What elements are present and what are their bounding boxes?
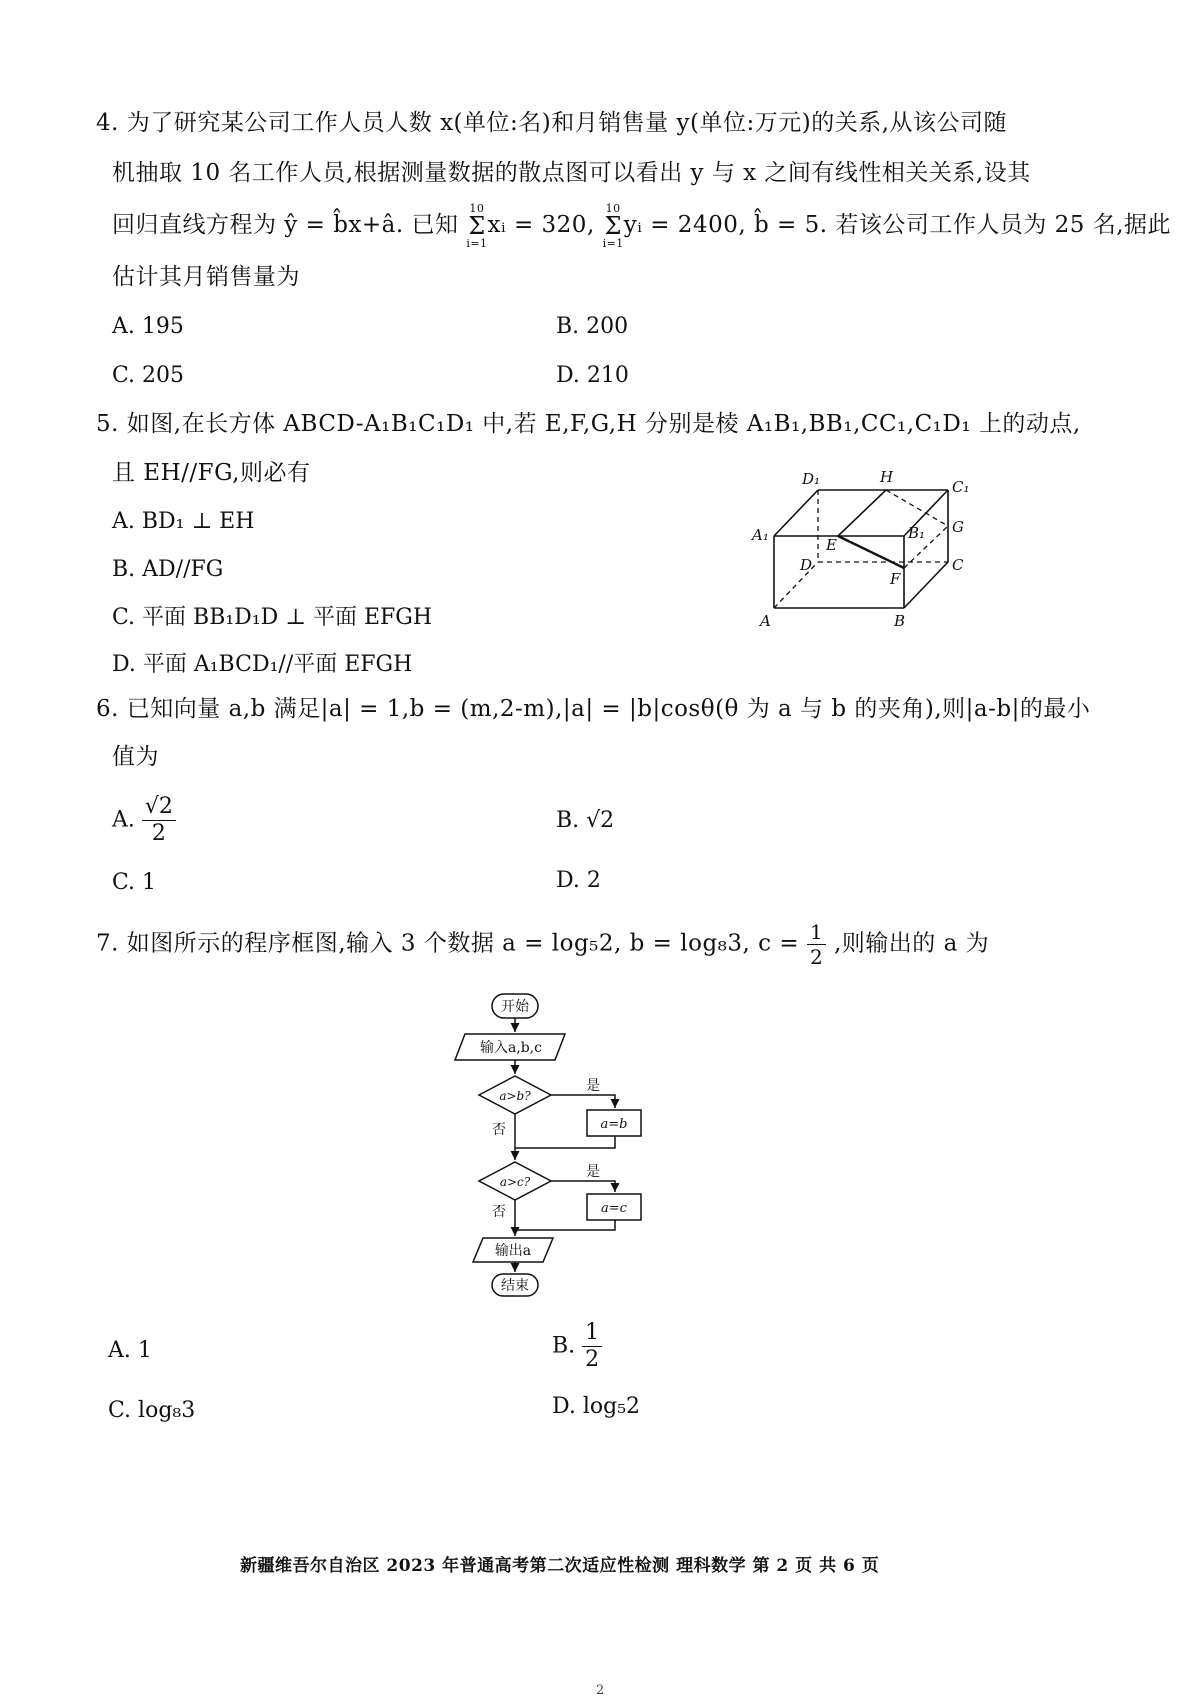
q4-option-a: A. 195 <box>112 314 184 339</box>
yes-1-label: 是 <box>586 1078 600 1094</box>
sum-upper-limit: 10 <box>469 202 485 215</box>
q7-text-a: 7. 如图所示的程序框图,输入 3 个数据 a = log₅2, b = log₈3, c = <box>96 930 800 957</box>
end-label: 结束 <box>501 1278 529 1294</box>
q7-line <box>96 922 989 967</box>
label-f: F <box>890 570 901 588</box>
q6-option-a-fraction <box>142 796 176 845</box>
q7-option-c: C. log₈3 <box>108 1398 196 1423</box>
q6-option-a-prefix: A. <box>112 807 135 833</box>
fraction-numerator: 1 <box>582 1322 602 1347</box>
arrow-merge-1 <box>515 1136 615 1148</box>
label-b: B <box>894 612 906 630</box>
sum-lower-limit: i=1 <box>466 237 488 250</box>
segment-eh <box>838 490 886 536</box>
q4-option-d: D. 210 <box>556 363 629 388</box>
q7-option-d: D. log₅2 <box>552 1394 641 1419</box>
q6-option-a <box>112 796 176 845</box>
edge-bc <box>904 562 948 608</box>
cuboid-figure <box>740 460 990 640</box>
label-c1: C₁ <box>952 478 970 496</box>
q5-option-c: C. 平面 BB₁D₁D ⊥ 平面 EFGH <box>112 605 433 630</box>
hidden-segment-hg <box>886 490 948 526</box>
arrow-merge-2 <box>515 1220 615 1230</box>
arrow-yes-2 <box>551 1181 615 1192</box>
q4-option-b: B. 200 <box>556 314 629 339</box>
q4-y-sum-value: yᵢ = 2400, b̂ = 5. 若该公司工作人员为 25 名,据此 <box>623 212 1172 238</box>
sigma-symbol: Σ <box>468 212 486 240</box>
q5-line2: 且 EH//FG,则必有 <box>112 460 311 486</box>
q6-line1: 6. 已知向量 a,b 满足|a| = 1,b = (m,2-m),|a| = |b|cosθ(θ 为 a 与 b 的夹角),则|a-b|的最小 <box>96 696 1091 722</box>
page-footer: 新疆维吾尔自治区 2023 年普通高考第二次适应性检测 理科数学 第 2 页 共 6 页 <box>240 1556 880 1576</box>
q4-sum-y <box>603 203 624 249</box>
label-a: A <box>760 612 771 630</box>
fraction-denominator: 2 <box>809 945 824 969</box>
q6-option-b: B. √2 <box>556 808 615 833</box>
q7-option-b-fraction <box>582 1322 602 1371</box>
start-label: 开始 <box>501 999 529 1015</box>
fraction-denominator: 2 <box>151 821 166 846</box>
label-e: E <box>826 536 837 554</box>
q4-line4: 估计其月销售量为 <box>112 264 300 290</box>
fraction-numerator: √2 <box>142 796 176 821</box>
q6-line2: 值为 <box>112 744 159 770</box>
label-c: C <box>952 556 964 574</box>
q7-option-b-prefix: B. <box>552 1333 576 1359</box>
label-a1: A₁ <box>752 526 769 544</box>
q4-regression-text: 回归直线方程为 ŷ = b̂x+â. 已知 <box>112 212 459 238</box>
q4-x-sum-value: xᵢ = 320, <box>487 212 595 238</box>
flowchart <box>445 990 665 1300</box>
no-2-label: 否 <box>492 1204 506 1220</box>
label-d: D <box>800 556 813 574</box>
sigma-symbol: Σ <box>604 212 622 240</box>
label-d1: D₁ <box>802 470 821 488</box>
q6-option-d: D. 2 <box>556 868 601 893</box>
assign-1-label: a=b <box>600 1117 628 1132</box>
q6-option-c: C. 1 <box>112 870 157 895</box>
q4-option-c: C. 205 <box>112 363 185 388</box>
arrow-yes-1 <box>551 1095 615 1108</box>
q5-line1: 5. 如图,在长方体 ABCD-A₁B₁C₁D₁ 中,若 E,F,G,H 分别是棱 A₁B₁,BB₁,CC₁,C₁D₁ 上的动点, <box>96 411 1081 437</box>
no-1-label: 否 <box>492 1122 506 1138</box>
q4-line2: 机抽取 10 名工作人员,根据测量数据的散点图可以看出 y 与 x 之间有线性相关关系,设其 <box>112 160 1031 186</box>
page-number: 2 <box>596 1683 605 1698</box>
yes-2-label: 是 <box>586 1164 600 1180</box>
fraction-denominator: 2 <box>585 1347 600 1372</box>
output-label: 输出a <box>494 1243 532 1259</box>
fraction-numerator: 1 <box>807 922 826 945</box>
condition-2-label: a>c? <box>499 1175 531 1189</box>
input-label: 输入a,b,c <box>479 1040 543 1056</box>
q4-line1: 4. 为了研究某公司工作人员人数 x(单位:名)和月销售量 y(单位:万元)的关系,从该公司随 <box>96 110 1008 136</box>
label-b1: B₁ <box>908 524 926 542</box>
q7-c-fraction <box>807 922 826 967</box>
q5-option-d: D. 平面 A₁BCD₁//平面 EFGH <box>112 652 413 677</box>
q4-line3 <box>112 203 1171 249</box>
assign-2-label: a=c <box>601 1201 627 1216</box>
segment-ef <box>838 536 904 568</box>
q7-option-a: A. 1 <box>108 1338 152 1363</box>
label-h: H <box>880 468 894 486</box>
q5-option-a: A. BD₁ ⊥ EH <box>112 509 255 534</box>
q7-text-b: ,则输出的 a 为 <box>833 930 990 957</box>
condition-1-label: a>b? <box>499 1089 531 1103</box>
q4-sum-x <box>466 203 487 249</box>
edge-a1d1 <box>774 490 818 536</box>
q5-option-b: B. AD//FG <box>112 557 224 582</box>
sum-lower-limit: i=1 <box>602 237 624 250</box>
q7-option-b <box>552 1322 602 1371</box>
label-g: G <box>952 518 964 536</box>
sum-upper-limit: 10 <box>605 202 621 215</box>
